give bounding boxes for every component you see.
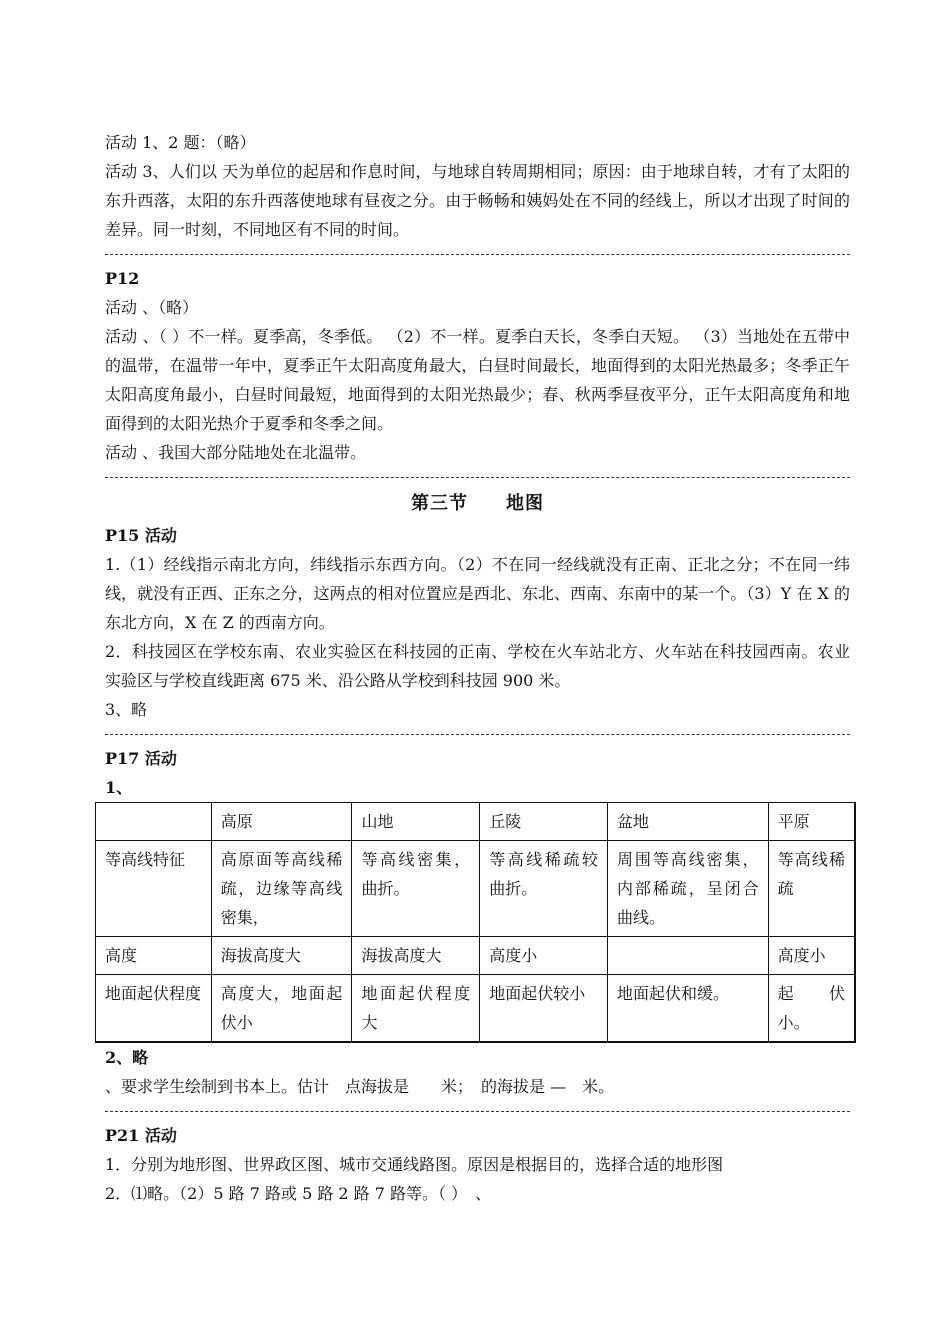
dashed-divider <box>105 1103 850 1121</box>
p17-item-3: 、要求学生绘制到书本上。估计 点海拔是 米； 的海拔是 — 米。 <box>105 1077 615 1096</box>
table-cell: 地面起伏和缓。 <box>607 975 768 1043</box>
table-cell: 盆地 <box>607 803 768 841</box>
table-row <box>96 937 856 975</box>
table-cell: 山地 <box>352 803 480 841</box>
table-cell: 等高线稀疏较曲折。 <box>480 841 608 937</box>
table-cell: 地面起伏程度 <box>96 975 212 1043</box>
p15-answer-3: 3、略 <box>105 700 148 719</box>
table-cell <box>96 803 212 841</box>
table-cell: 高度小 <box>480 937 608 975</box>
dashed-divider <box>105 726 850 744</box>
table-cell: 等高线密集，曲折。 <box>352 841 480 937</box>
p15-answer-1: 1.（1）经线指示南北方向，纬线指示东西方向。（2）不在同一经线就没有正南、正北之分；不在同一纬线，就没有正西、正东之分，这两点的相对位置应是西北、东北、西南、东南中的某一个。（3）Y 在 X 的东北方向，X 在 Z 的西南方向。 <box>105 555 850 632</box>
section-title: 第三节 地图 <box>411 493 544 514</box>
table-cell: 高原面等高线稀疏，边缘等高线密集， <box>211 841 352 937</box>
document-page <box>105 128 850 1208</box>
table-row <box>96 975 856 1043</box>
p21-answer-2: 2．⑴略。（2）5 路 7 路或 5 路 2 路 7 路等。（ ） 、 <box>105 1184 492 1203</box>
table-cell: 平原 <box>768 803 855 841</box>
table-cell: 海拔高度大 <box>352 937 480 975</box>
p15-heading: P15 活动 <box>105 526 177 545</box>
table-cell: 丘陵 <box>480 803 608 841</box>
p17-heading: P17 活动 <box>105 749 177 768</box>
dashed-divider <box>105 469 850 487</box>
table-cell: 高原 <box>211 803 352 841</box>
landform-table <box>95 802 856 1043</box>
table-cell: 高度小 <box>768 937 855 975</box>
p12-heading: P12 <box>105 269 140 288</box>
dashed-divider <box>105 246 850 264</box>
p21-heading: P21 活动 <box>105 1126 177 1145</box>
p17-item-2-text: 2、略 <box>105 1048 149 1067</box>
table-cell: 等高线稀疏 <box>768 841 855 937</box>
table-row <box>96 841 856 937</box>
table-cell: 周围等高线密集，内部稀疏，呈闭合曲线。 <box>607 841 768 937</box>
table-cell <box>607 937 768 975</box>
p17-item-2 <box>105 1043 850 1072</box>
activity-3-paragraph: 活动 3、人们以 天为单位的起居和作息时间，与地球自转周期相同；原因：由于地球自转，才有了太阳的东升西落，太阳的东升西落使地球有昼夜之分。由于畅畅和姨妈处在不同的经线上，所以才出现了时间的差异。同一时刻，不同地区有不同的时间。 <box>105 162 850 239</box>
table-cell: 高度 <box>96 937 212 975</box>
p12-answer-paragraph: 活动 、（ ）不一样。夏季高，冬季低。 （2）不一样。夏季白天长，冬季白天短。 （3）当地处在五带中的温带，在温带一年中，夏季正午太阳高度角最大，白昼时间最长，地面得到的太阳光热最多；冬季正午太阳高度角最小，白昼时间最短，地面得到的太阳光热最少；春、秋两季昼夜平分，正午太阳高度角和地面得到的太阳光热介于夏季和冬季之间。 <box>105 327 850 433</box>
activity-1-2-line: 活动 1、2 题：（略） <box>105 133 256 152</box>
table-cell: 地面起伏程度大 <box>352 975 480 1043</box>
table-cell: 起 伏小。 <box>768 975 855 1043</box>
table-cell: 海拔高度大 <box>211 937 352 975</box>
p12-activity-line: 活动 、（略） <box>105 298 199 317</box>
table-cell: 地面起伏较小 <box>480 975 608 1043</box>
p17-item-1: 1、 <box>105 778 133 797</box>
p12-activity-line-3: 活动 、我国大部分陆地处在北温带。 <box>105 443 367 462</box>
p21-answer-1: 1．分别为地形图、世界政区图、城市交通线路图。原因是根据目的，选择合适的地形图 <box>105 1155 724 1174</box>
p15-answer-2: 2．科技园区在学校东南、农业实验区在科技园的正南、学校在火车站北方、火车站在科技园西南。农业实验区与学校直线距离 675 米、沿公路从学校到科技园 900 米。 <box>105 642 850 690</box>
table-cell: 等高线特征 <box>96 841 212 937</box>
table-cell: 高度大，地面起伏小 <box>211 975 352 1043</box>
table-header-row <box>96 803 856 841</box>
